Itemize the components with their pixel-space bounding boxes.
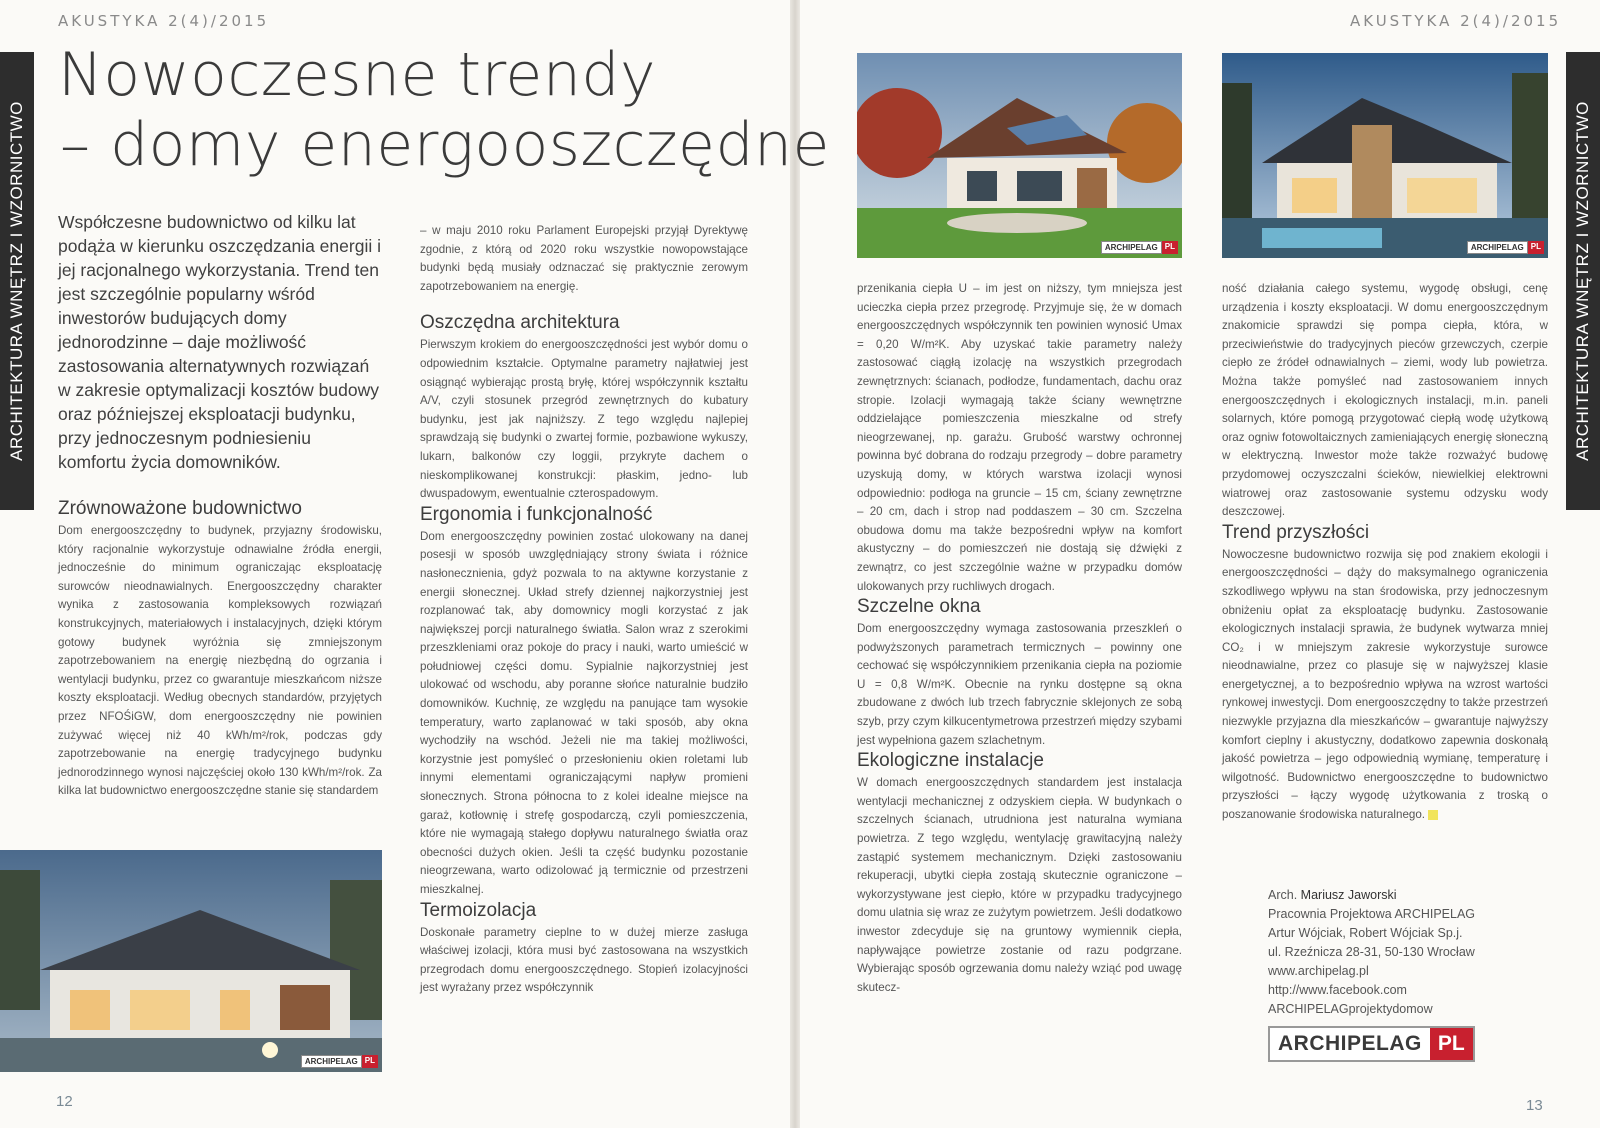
author-line: www.archipelag.pl [1268,964,1369,978]
photo-badge-2: ARCHIPELAG PL [1101,241,1178,254]
heading-szczelne-okna: Szczelne okna [857,596,981,618]
page-number-left: 12 [56,1093,73,1110]
text-zrownowazone: Dom energooszczędny to budynek, przyjazny środowisku, który racjonalnie wykorzystuje odnawialne źródła energii, jednocześnie do minimum ograniczając eksploatację surowców nieodnawialnych. Energooszczędny charakter wynika z zastosowania kompleksowych rozwiązań konstrukcyjnych, materiałowych i instalacyjnych, dzięki którym gotowy budynek wyróżnia się zmniejszonym zapotrzebowaniem na energię niezbędną do ogrzania i wentylacji budynku, przez co gwarantuje mieszkańcom niższe koszty eksploatacji. Według obecnych standardów, przyjętych przez NFOŚiGW, dom energooszczędny nie powinien zużywać więcej niż 40 kWh/m²/rok, podczas gdy zapotrzebowanie na energię tradycyjnego budynku jednorodzinnego wynosi najczęściej około 130 kWh/m²/rok. Za kilka lat budownictwo energooszczędne stanie się standardem [58,524,382,798]
author-name: Mariusz Jaworski [1300,888,1397,902]
author-line: Artur Wójciak, Robert Wójciak Sp.j. [1268,926,1463,940]
end-mark [1428,810,1438,820]
text-dyrektywa: – w maju 2010 roku Parlament Europejski przyjął Dyrektywę zgodnie, z którą od 2020 roku wszystkie nowopowstające budynki będą musiały odznaczać się praktycznie zerowym zapotrzebowaniem na energię. [420,224,748,293]
author-line: Pracownia Projektowa ARCHIPELAG [1268,907,1476,921]
text-przenikanie: przenikania ciepła U – im jest on niższy, tym mniejsza jest ucieczka ciepła przez przegrodę. Przyjmuje się, że w domach energooszczędnych współczynnik ten powinien wynosić Umax = 0,20 W/m²K. Aby uzyskać takie parametry należy zastosować ciągłą izolację na wszystkich przegrodach zewnętrznych: ścianach, podłodze, fundamentach, dachu oraz stropie. Izolacji wymagają także ściany wewnętrzne oddzielające pomieszczenia mieszkalne od strefy nieogrzewanej, np. garażu. Grubość warstwy ochronnej powinna być dobrana do rodzaju przegrody – dobre parametry uzyskują domy, w których warstwa izolacji wynosi odpowiednio: podłoga na gruncie – 15 cm, ściany zewnętrzne – 20 cm, dach i strop nad poddaszem – 30 cm. Szczelna obudowa domu ma także bezpośredni wpływ na komfort akustyczny – do pomieszczeń nie dostają się dźwięki z zewnątrz, co jest szczególnie ważne w przypadku domów ulokowanych przy ruchliwych drogach. [857,282,1182,593]
text-system: ność działania całego systemu, wygodę obsługi, cenę urządzenia i koszty eksploatacji. W domu energooszczędnym znakomicie sprawdzi się pompa ciepła, która, w przeciwieństwie do tradycyjnych pieców grzewczych, czerpie ciepło ze źródeł odnawialnych – ziemi, wody lub powietrza. Można także pomyśleć nad zastosowaniem innych energooszczędnych i ekologicznych instalacji, m.in. paneli solarnych, które pomogą przygotować ciepłą wodę użytkową oraz ogniw fotowoltaicznych zamieniających energię słoneczną w elektryczną. Inwestor może także rozważyć budowę przydomowej oczyszczalni ścieków, niewielkiej elektrowni wiatrowej oraz zastosowanie systemu odzysku wody deszczowej. [1222,282,1548,519]
heading-zrownowazone: Zrównoważone budownictwo [58,498,302,519]
article-title [58,40,830,180]
text-termoizolacja: Doskonałe parametry cieplne to w dużej mierze zasługa właściwej izolacji, która musi być zastosowana na wszystkich przegrodach domu energooszczędnego. Stopień izolacyjności jest wyrażany przez współczynnik [420,925,748,995]
column-1 [58,210,382,801]
heading-ergonomia: Ergonomia i funkcjonalność [420,503,653,525]
heading-trend-przyszlosci: Trend przyszłości [1222,521,1370,543]
heading-ekologiczne-instalacje: Ekologiczne instalacje [857,750,1044,772]
author-line: ARCHIPELAGprojektydomow [1268,1002,1433,1016]
section-tab-right: ARCHITEKTURA WNĘTRZ I WZORNICTWO [1566,52,1600,510]
photo-badge-3: ARCHIPELAG PL [1467,241,1544,254]
page-number-right: 13 [1526,1097,1543,1114]
photo-badge-1: ARCHIPELAG PL [301,1055,378,1068]
text-szczelne-okna: Dom energooszczędny wymaga zastosowania przeszkleń o podwyższonych parametrach termicznych – powinny one cechować się współczynnikiem przenikania ciepła na poziomie U = 0,8 W/m²K. Obecnie na rynku dostępne są okna zbudowane z dwóch lub trzech fabrycznie sklejonych ze sobą szyb, przy czym kilkucentymetrowa przestrzeń między szybami jest wypełniona gazem szlachetnym. [857,622,1182,747]
section-tab-left: ARCHITEKTURA WNĘTRZ I WZORNICTWO [0,52,34,510]
title-line-2: – domy energooszczędne [60,110,830,180]
text-trend-przyszlosci: Nowoczesne budownictwo rozwija się pod znakiem ekologii i energooszczędności – dąży do maksymalnego ograniczenia szkodliwego wpływu na stan środowiska, przy jednoczesnym obniżeniu opłat za eksploatację budynku. Zastosowanie ekologicznych instalacji sprawia, że budynek wytwarza mniej CO₂ i w mniejszym zakresie wykorzystuje surowce nieodnawialne, przez co plasuje się w najwyższej klasie energetycznej, a to bezpośrednio wpływa na wzrost wartości rynkowej inwestycji. Dom energooszczędny to także przestrzeń niezwykle przyjazna dla mieszkańców – gwarantuje najwyższy komfort cieplny i akustyczny, dodatkowo zapewnia doskonałą jakość powietrza – jego odpowiednią wymianę, temperaturę i wilgotność. Budownictwo energooszczędne to budownictwo przyszłości – łączy wygodę użytkowania z troską o poszanowanie środowiska naturalnego. [1222,547,1548,822]
author-signature: Arch. Mariusz Jaworski Pracownia Projektowa ARCHIPELAG Artur Wójciak, Robert Wójciak Sp.j. ul. Rzeźnicza 28-31, 50-130 Wrocław www.archipelag.pl http://www.facebook.com ARCHIPELAGprojektydomow [1268,886,1475,1019]
journal-header-left: AKUSTYKA 2(4)/2015 [58,12,270,30]
text-oszczedna-architektura: Pierwszym krokiem do energooszczędności jest wybór domu o odpowiednim kształcie. Optymalne parametry najłatwiej jest osiągnąć wybierając prostą bryłę, której współczynnik kształtu A/V, czyli stosunek przegród zewnętrznych do kubatury budynku, jest jak najniższy. Z tego względu najlepiej sprawdzają się budynki o zwartej formie, pozbawione wykuszy, lukarn, balkonów czy loggii, przykryte dachem o nieskomplikowanej konstrukcji: płaskim, jedno- lub dwuspadowym, ewentualnie czterospadowym. [420,338,748,501]
author-line: http://www.facebook.com [1268,983,1407,997]
column-4 [1222,280,1548,825]
journal-header-right: AKUSTYKA 2(4)/2015 [1350,12,1562,30]
column-2 [420,222,748,998]
author-line: ul. Rzeźnicza 28-31, 50-130 Wrocław [1268,945,1475,959]
house-photo-1 [0,850,382,1072]
heading-termoizolacja: Termoizolacja [420,899,537,921]
lead-paragraph: Współczesne budownictwo od kilku lat podąża w kierunku oszczędzania energii i jej racjonalnego wykorzystania. Trend ten jest szczególnie popularny wśród inwestorów budujących domy jednorodzinne – daje możliwość zastosowania alternatywnych rozwiązań w zakresie optymalizacji kosztów budowy oraz późniejszej eksploatacji budynku, przy jednoczesnym podniesieniu komfortu życia domowników. [58,212,381,472]
house-photo-3 [1222,53,1548,258]
heading-oszczedna-architektura: Oszczędna architektura [420,312,620,334]
text-ekologiczne-instalacje: W domach energooszczędnych standardem jest instalacja wentylacji mechanicznej z odzyskiem ciepła. W budynkach o szczelnych ścianach, utrudniona jest naturalna wymiana powietrza. Z tego względu, wentylację grawitacyjną należy zastąpić systemem mechanicznym. Dzięki zastosowaniu rekuperacji, ubytki ciepła zostają skutecznie ograniczone – wykorzystywane jest ciepło, które w przypadku tradycyjnego domu ulatnia się wraz ze zużytym powietrzem. Jeśli dodatkowo inwestor zdecyduje się na gruntowy wymiennik ciepła, napływające powietrze zostanie od razu podgrzane. Wybierając sposób ogrzewania domu należy wziąć pod uwagę skutecz- [857,776,1182,994]
title-line-1: Nowoczesne trendy [58,40,656,110]
column-3 [857,280,1182,997]
archipelag-logo: ARCHIPELAG PL [1268,1026,1475,1062]
text-ergonomia: Dom energooszczędny powinien zostać ulokowany na danej posesji w sposób uwzględniający strony świata i różnice nasłonecznienia, gdyż pozwala to na aktywne korzystanie z energii słonecznej. Układ strefy dziennej najkorzystniej jest rozplanować tak, aby domownicy mogli korzystać z jak największej porcji naturalnego światła. Salon wraz z szerokimi przeszkleniami oraz pokoje do pracy i nauki, warto umieścić w południowej części domu. Sypialnie najkorzystniej jest ulokować od wschodu, aby poranne słońce naturalnie budziło domowników. Kuchnię, ze względu na panujące tam wysokie temperatury, warto zaplanować w taki sposób, aby okna wychodziły na wschód. Jeżeli nie ma takiej możliwości, korzystnie jest pomyśleć o przesłonieniu okien roletami lub innymi elementami ograniczającymi napływ promieni słonecznych. Strona północna to z kolei idealne miejsce na garaż, kotłownię i strefę gospodarczą, czyli pomieszczenia, które nie wymagają stałego dopływu naturalnego światła oraz obecności dużych okien. Jeśli ta część budynku pozostanie nieogrzewana, warto odizolować ją termicznie od przestrzeni mieszkalnej. [420,529,748,896]
house-photo-2 [857,53,1182,258]
